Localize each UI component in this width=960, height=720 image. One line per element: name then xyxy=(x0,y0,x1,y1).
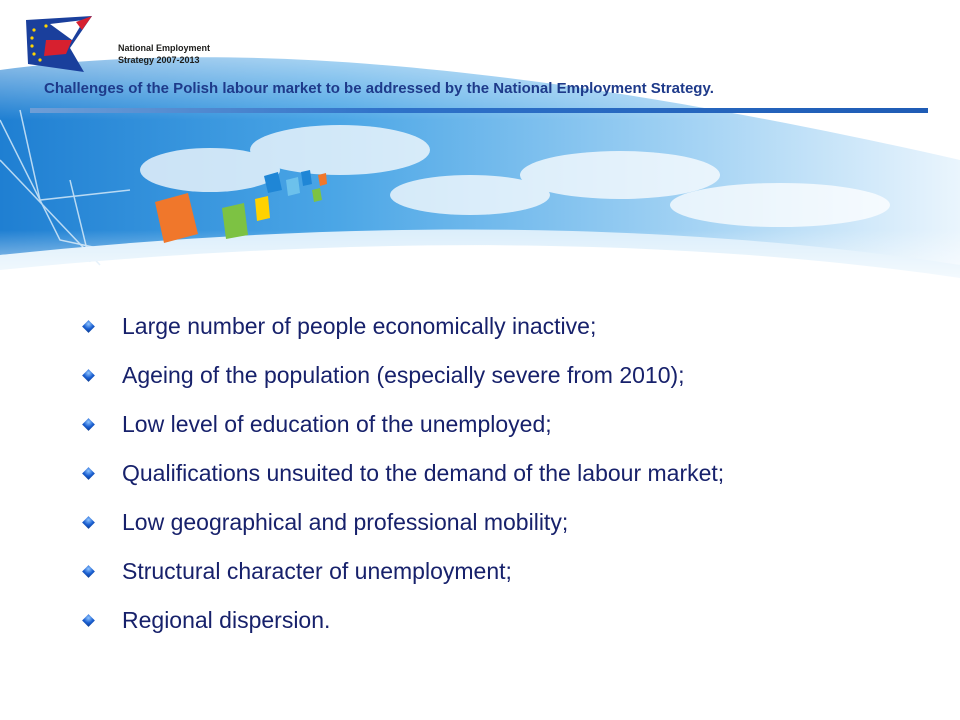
list-item xyxy=(82,302,942,351)
list-item-text: Qualifications unsuited to the demand of the labour market; xyxy=(122,460,725,486)
slide-title: Challenges of the Polish labour market to be addressed by the National Employment Strategy. xyxy=(44,80,714,97)
list-item-text: Large number of people economically inactive; xyxy=(122,313,597,339)
list-item xyxy=(82,351,942,400)
diamond-bullet-icon xyxy=(82,467,95,480)
logo-line-1: National Employment xyxy=(118,43,211,53)
list-item-text: Regional dispersion. xyxy=(122,607,331,633)
diamond-bullet-icon xyxy=(82,320,95,333)
diamond-bullet-icon xyxy=(82,369,95,382)
eu-flag-logo-icon xyxy=(22,14,102,76)
challenges-list xyxy=(82,302,942,645)
logo-text xyxy=(118,42,238,66)
list-item-text: Low geographical and professional mobility; xyxy=(122,509,569,535)
list-item xyxy=(82,400,942,449)
diamond-bullet-icon xyxy=(82,418,95,431)
logo-line-2: Strategy 2007-2013 xyxy=(118,55,200,65)
strategy-logo xyxy=(22,14,222,80)
list-item xyxy=(82,547,942,596)
list-item-text: Ageing of the population (especially severe from 2010); xyxy=(122,362,685,388)
list-item xyxy=(82,596,942,645)
list-item-text: Structural character of unemployment; xyxy=(122,558,512,584)
list-item xyxy=(82,498,942,547)
diamond-bullet-icon xyxy=(82,516,95,529)
diamond-bullet-icon xyxy=(82,614,95,627)
list-item-text: Low level of education of the unemployed; xyxy=(122,411,552,437)
diamond-bullet-icon xyxy=(82,565,95,578)
title-underline xyxy=(30,108,928,113)
list-item xyxy=(82,449,942,498)
